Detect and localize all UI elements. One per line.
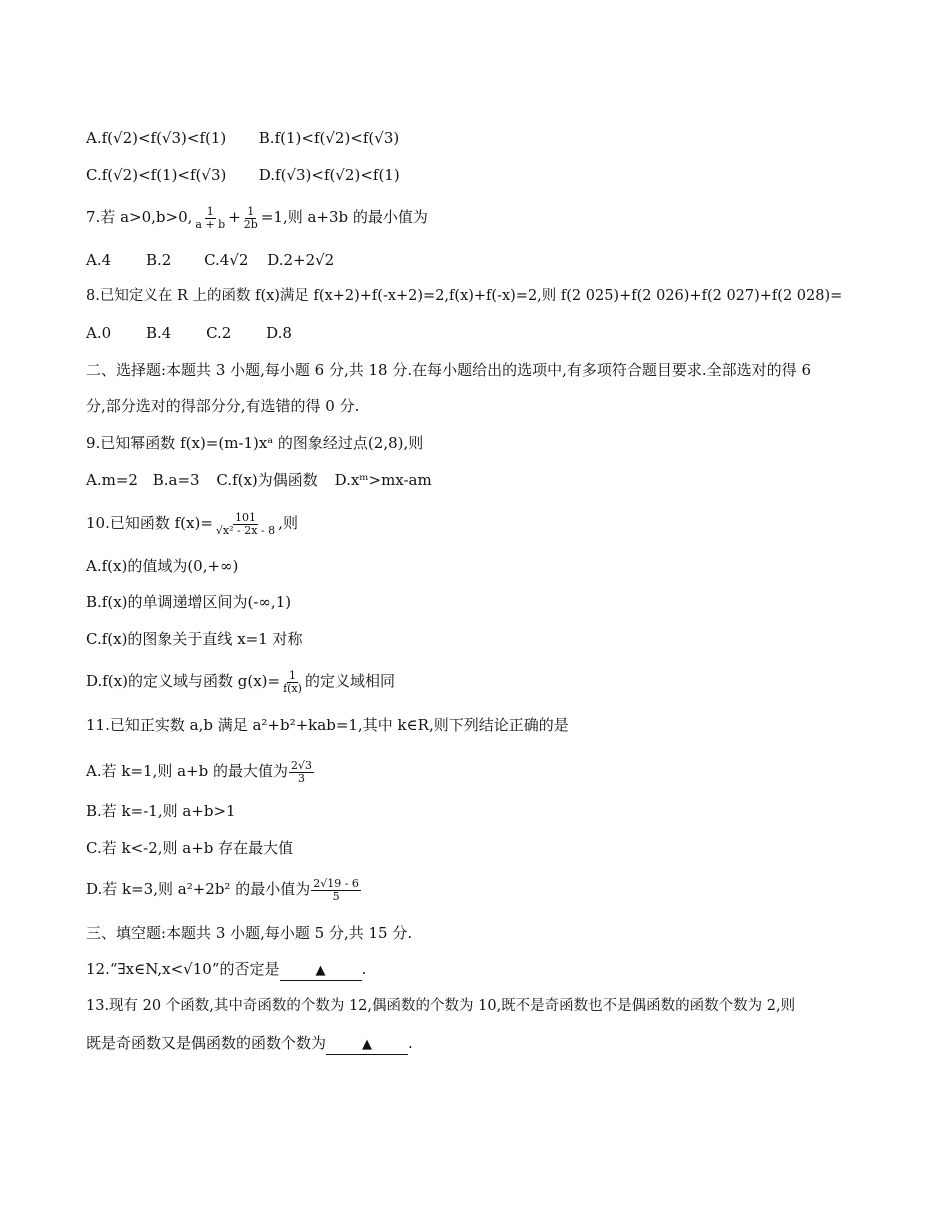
q7-suffix: =1,则 a+3b 的最小值为 bbox=[260, 208, 428, 226]
q9-option-a: A.m=2 bbox=[86, 471, 138, 489]
q10-option-d-prefix: D.f(x)的定义域与函数 g(x)= bbox=[86, 672, 281, 690]
q13-line2-prefix: 既是奇函数又是偶函数的函数个数为 bbox=[86, 1034, 327, 1052]
q6-option-a: A.f(√2)<f(√3)<f(1) bbox=[86, 129, 227, 147]
q10-option-b: B.f(x)的单调递增区间为(-∞,1) bbox=[86, 593, 292, 611]
q10-option-d bbox=[86, 666, 395, 696]
q6-option-c: C.f(√2)<f(1)<f(√3) bbox=[86, 166, 227, 184]
q11-option-c: C.若 k<-2,则 a+b 存在最大值 bbox=[86, 839, 294, 857]
q11-option-a-fraction-denominator: 3 bbox=[298, 771, 305, 785]
q11-option-a-prefix: A.若 k=1,则 a+b 的最大值为 bbox=[86, 762, 288, 780]
q10-option-c: C.f(x)的图象关于直线 x=1 对称 bbox=[86, 630, 303, 648]
section3-heading: 三、填空题:本题共 3 小题,每小题 5 分,共 15 分. bbox=[86, 924, 413, 942]
q7-option-c: C.4√2 bbox=[204, 251, 249, 269]
q10-fraction-denominator: √x² - 2x - 8 bbox=[215, 523, 276, 537]
q9-option-d: D.xᵐ>mx-am bbox=[334, 471, 432, 489]
q8-option-c: C.2 bbox=[206, 324, 232, 342]
q11-stem: 11.已知正实数 a,b 满足 a²+b²+kab=1,其中 k∈R,则下列结论正确的是 bbox=[86, 716, 569, 734]
q10-fraction bbox=[214, 512, 277, 537]
q11-option-d-fraction-denominator: 5 bbox=[332, 889, 340, 903]
q9-stem: 9.已知幂函数 f(x)=(m-1)xᵃ 的图象经过点(2,8),则 bbox=[86, 434, 424, 452]
q13-answer-blank: ▲ bbox=[326, 1036, 408, 1055]
q11-option-d bbox=[86, 872, 362, 906]
q7-fraction-2-denominator: 2b bbox=[243, 217, 258, 231]
q13-suffix: . bbox=[408, 1034, 413, 1052]
q10-option-d-fraction-numerator: 1 bbox=[289, 668, 296, 682]
q7-fraction-1 bbox=[193, 206, 227, 231]
q7-option-a: A.4 bbox=[86, 251, 112, 269]
q8-option-d: D.8 bbox=[266, 324, 292, 342]
q7-option-b: B.2 bbox=[145, 251, 172, 269]
q11-option-a bbox=[86, 754, 315, 788]
q7-fraction-2-numerator: 1 bbox=[247, 204, 255, 218]
q7-fraction-1-numerator: 1 bbox=[206, 204, 214, 218]
q7-plus: + bbox=[228, 208, 241, 226]
q9-options bbox=[86, 470, 450, 490]
q10-prefix: 10.已知函数 f(x)= bbox=[86, 514, 213, 532]
q7-stem bbox=[86, 203, 428, 231]
q6-options-row1 bbox=[86, 128, 417, 148]
section2-heading-line2: 分,部分选对的得部分分,有选错的得 0 分. bbox=[86, 397, 360, 415]
q11-option-a-fraction bbox=[289, 760, 314, 785]
q8-stem: 8.已知定义在 R 上的函数 f(x)满足 f(x+2)+f(-x+2)=2,f(x)+f(-x)=2,则 f(2 025)+f(2 026)+f(2 027)+f(2 028)= bbox=[86, 288, 843, 304]
q6-option-d: D.f(√3)<f(√2)<f(1) bbox=[258, 166, 400, 184]
q8-options bbox=[86, 323, 310, 343]
q10-option-a: A.f(x)的值域为(0,+∞) bbox=[86, 557, 239, 575]
q6-option-b: B.f(1)<f(√2)<f(√3) bbox=[258, 129, 400, 147]
q7-prefix: 7.若 a>0,b>0, bbox=[86, 208, 193, 226]
q8-option-a: A.0 bbox=[86, 324, 112, 342]
q10-option-d-fraction bbox=[281, 670, 304, 695]
q7-option-d: D.2+2√2 bbox=[267, 251, 335, 269]
q12-answer-blank: ▲ bbox=[280, 962, 362, 981]
q12-prefix: 12.“∃x∈N,x<√10”的否定是 bbox=[86, 960, 280, 978]
q9-option-b: B.a=3 bbox=[152, 471, 200, 489]
q7-options bbox=[86, 250, 352, 270]
q13-stem-line1: 13.现有 20 个函数,其中奇函数的个数为 12,偶函数的个数为 10,既不是奇函数也不是偶函数的函数个数为 2,则 bbox=[86, 998, 796, 1014]
q10-stem bbox=[86, 508, 298, 538]
q7-fraction-1-denominator: a + b bbox=[195, 217, 226, 231]
q10-suffix: ,则 bbox=[278, 514, 298, 532]
q10-option-d-fraction-denominator: f(x) bbox=[283, 681, 302, 695]
q11-option-a-fraction-numerator: 2√3 bbox=[291, 758, 313, 772]
q11-option-b: B.若 k=-1,则 a+b>1 bbox=[86, 802, 236, 820]
section2-heading-line1: 二、选择题:本题共 3 小题,每小题 6 分,共 18 分.在每小题给出的选项中,有多项符合题目要求.全部选对的得 6 bbox=[86, 361, 811, 379]
q9-option-c: C.f(x)为偶函数 bbox=[216, 471, 318, 489]
q12-stem bbox=[86, 959, 366, 981]
q12-suffix: . bbox=[361, 960, 367, 978]
q10-fraction-numerator: 101 bbox=[235, 510, 257, 524]
q11-option-d-fraction bbox=[311, 878, 361, 903]
q7-fraction-2 bbox=[242, 206, 260, 231]
q11-option-d-prefix: D.若 k=3,则 a²+2b² 的最小值为 bbox=[86, 880, 311, 898]
q11-option-d-fraction-numerator: 2√19 - 6 bbox=[313, 876, 359, 890]
q6-options-row2 bbox=[86, 165, 418, 185]
q13-stem-line2 bbox=[86, 1033, 413, 1055]
q8-option-b: B.4 bbox=[145, 324, 172, 342]
q10-option-d-suffix: 的定义域相同 bbox=[304, 672, 395, 690]
